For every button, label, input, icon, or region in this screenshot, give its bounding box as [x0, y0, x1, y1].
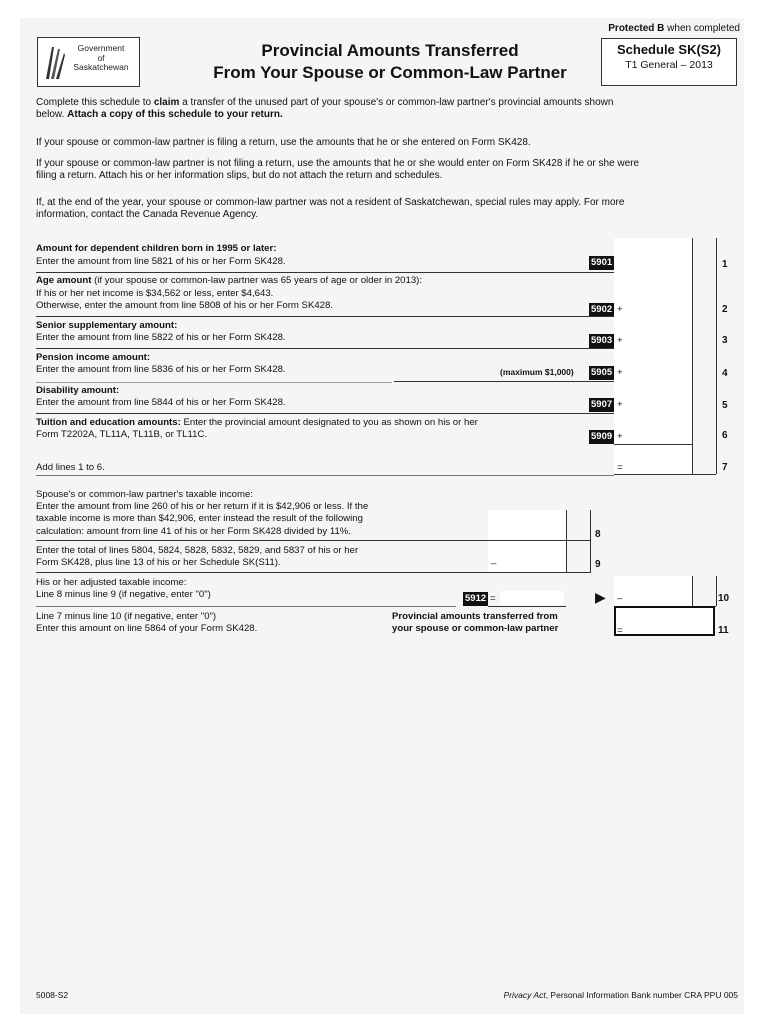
p1-a: Complete this schedule to [36, 97, 154, 108]
p1-claim: claim [153, 97, 180, 108]
line7-text: Add lines 1 to 6. [36, 462, 105, 473]
line10-adjusted-input[interactable] [500, 591, 564, 605]
line11-right1: Provincial amounts transferred from [392, 611, 558, 622]
line3-plus: + [617, 335, 623, 346]
t1-general: T1 General – 2013 [625, 59, 713, 71]
line2-code: 5902 [591, 304, 613, 315]
line1-text: Enter the amount from line 5821 of his or her Form SK428. [36, 256, 286, 267]
privacy-rest: , Personal Information Bank number CRA PPU 005 [545, 990, 738, 1000]
line11-text2: Enter this amount on line 5864 of your Form SK428. [36, 623, 258, 634]
line9-number: 9 [595, 559, 601, 570]
form-title [180, 40, 600, 84]
title-line1: Provincial Amounts Transferred [261, 41, 519, 60]
line2-amount-input[interactable] [626, 302, 690, 316]
line10-code: 5912 [465, 593, 487, 604]
line4-plus: + [617, 367, 623, 378]
line10-number: 10 [718, 593, 730, 604]
line6-head-bold: Tuition and education amounts: [36, 417, 181, 428]
line2-plus: + [617, 304, 623, 315]
saskatchewan-logo [37, 37, 140, 87]
line11-equals: = [617, 625, 623, 636]
line9-amount-input[interactable] [500, 556, 564, 570]
gov-line1: Government [77, 43, 125, 53]
schedule-name: Schedule SK(S2) [616, 42, 722, 57]
privacy-notice [504, 990, 739, 1002]
line4-code: 5905 [591, 367, 613, 378]
line10-amount-input[interactable] [626, 591, 690, 605]
line5-text: Enter the amount from line 5844 of his or her Form SK428. [36, 397, 286, 408]
line10-text1: His or her adjusted taxable income: [36, 577, 187, 588]
line6-number: 6 [722, 430, 728, 441]
line3-code: 5903 [591, 335, 613, 346]
line11-right2: your spouse or common-law partner [392, 623, 559, 634]
line5-code: 5907 [591, 399, 613, 410]
p3-a: If your spouse or common-law partner is not filing a return, use the amounts that he or she would enter on Form SK428 if he or she were [36, 158, 640, 169]
line8-text4: calculation: amount from line 41 of his or her Form SK428 divided by 11%. [36, 526, 351, 537]
line4-maximum: (maximum $1,000) [500, 367, 574, 377]
line2-heading [36, 275, 422, 287]
p1-attach: Attach a copy of this schedule to your return. [67, 109, 283, 120]
line6-code: 5909 [591, 431, 613, 442]
line6-amount-input[interactable] [626, 429, 690, 443]
line9-text2: Form SK428, plus line 13 of his or her Schedule SK(S11). [36, 557, 281, 568]
line11-text1: Line 7 minus line 10 (if negative, enter "0") [36, 611, 217, 622]
line10-equals: = [490, 593, 496, 604]
line10-text2: Line 8 minus line 9 (if negative, enter "0") [36, 589, 211, 600]
line2-text2: Otherwise, enter the amount from line 5808 of his or her Form SK428. [36, 300, 334, 311]
line8-number: 8 [595, 529, 601, 540]
line4-heading: Pension income amount: [36, 352, 151, 363]
line5-amount-input[interactable] [626, 397, 690, 411]
line8-text2: Enter the amount from line 260 of his or her return if it is $42,906 or less. If the [36, 501, 369, 512]
line3-text: Enter the amount from line 5822 of his or her Form SK428. [36, 332, 286, 343]
gov-line3: Saskatchewan [73, 62, 129, 72]
line1-amount-input[interactable] [616, 256, 690, 270]
line2-number: 2 [722, 304, 728, 315]
form-id: 5008-S2 [36, 990, 69, 1000]
arrow-right-icon: ▶ [595, 589, 606, 605]
line7-number: 7 [722, 462, 728, 473]
p3-b: filing a return. Attach his or her information slips, but do not attach the return and schedules. [36, 170, 443, 181]
schedule-box [601, 38, 737, 86]
line1-code: 5901 [591, 257, 613, 268]
protected-suffix: when completed [667, 23, 740, 34]
line3-number: 3 [722, 335, 728, 346]
privacy-act: Privacy Act [503, 990, 546, 1000]
intro-paragraph-2: If your spouse or common-law partner is filing a return, use the amounts that he or she entered on Form SK428. [36, 137, 531, 148]
line8-amount-input[interactable] [490, 525, 564, 539]
protected-label [608, 23, 740, 34]
title-line2: From Your Spouse or Common-Law Partner [213, 63, 567, 82]
line7-amount-input[interactable] [626, 458, 690, 472]
line8-text3: taxable income is more than $42,906, enter instead the result of the following [36, 513, 363, 524]
line5-plus: + [617, 399, 623, 410]
line11-number: 11 [718, 625, 729, 636]
gov-line2: of [97, 52, 105, 63]
line9-text1: Enter the total of lines 5804, 5824, 5828, 5832, 5829, and 5837 of his or her [36, 545, 359, 556]
intro-paragraph-1 [36, 97, 736, 121]
line6-heading [36, 417, 478, 429]
p4-a: If, at the end of the year, your spouse or common-law partner was not a resident of Saskatchewan, special rules may apply. For more [36, 197, 625, 208]
wheat-logo-icon [44, 43, 66, 81]
line1-number: 1 [722, 259, 728, 270]
line2-head-bold: Age amount [36, 275, 92, 286]
line8-text1: Spouse's or common-law partner's taxable income: [36, 489, 253, 500]
line6-text1: Enter the provincial amount designated to you as shown on his or her [180, 417, 478, 428]
line2-head-rest: (if your spouse or common-law partner was 65 years of age or older in 2013): [91, 275, 423, 286]
intro-paragraph-3 [36, 158, 736, 182]
line10-minus: – [617, 593, 623, 604]
line6-plus: + [617, 431, 623, 442]
line6-text2: Form T2202A, TL11A, TL11B, or TL11C. [36, 429, 207, 440]
p1-b: a transfer of the unused part of your spouse's or common-law partner's provincial amounts shown [179, 97, 614, 108]
p4-b: information, contact the Canada Revenue Agency. [36, 209, 259, 220]
p1-c: below. [36, 109, 68, 120]
line3-amount-input[interactable] [626, 333, 690, 347]
protected-b: Protected B [608, 23, 665, 34]
line4-number: 4 [722, 368, 728, 379]
line11-amount-input[interactable] [628, 616, 690, 630]
line4-amount-input[interactable] [626, 365, 690, 379]
line9-minus: – [491, 558, 497, 569]
line4-text: Enter the amount from line 5836 of his or her Form SK428. [36, 364, 286, 375]
line5-number: 5 [722, 400, 728, 411]
line3-heading: Senior supplementary amount: [36, 320, 178, 331]
line1-heading: Amount for dependent children born in 1995 or later: [36, 243, 277, 254]
line2-text1: If his or her net income is $34,562 or less, enter $4,643. [36, 288, 274, 299]
line7-equals: = [617, 462, 623, 473]
line5-heading: Disability amount: [36, 385, 120, 396]
intro-paragraph-4 [36, 197, 736, 221]
